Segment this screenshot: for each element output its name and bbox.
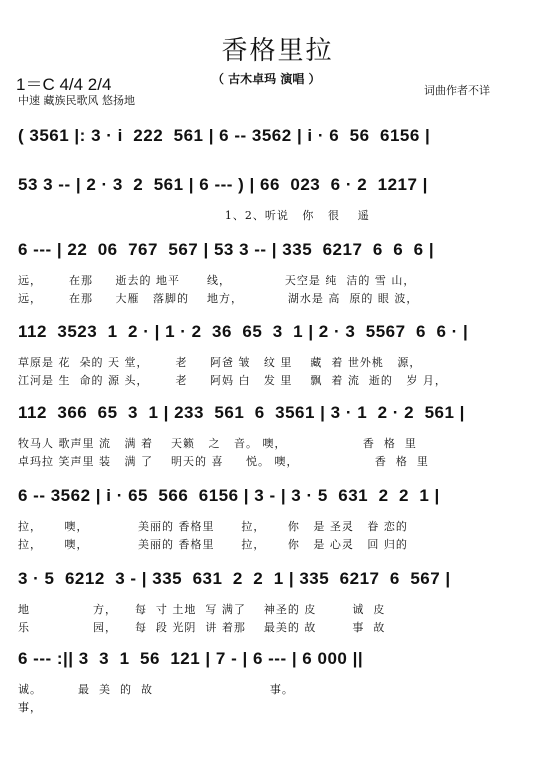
notation-line: 6 --- :|| 3 3 1 56 121 | 7 - | 6 --- | 6 000 ||	[18, 649, 364, 668]
notation-line: 112 366 65 3 1 | 233 561 6 3561 | 3 · 1 2 · 2 561 |	[18, 403, 465, 422]
notation-line: 6 --- | 22 06 767 567 | 53 3 -- | 335 6217 6 6 6 |	[18, 240, 435, 259]
tempo-marking: 中速 藏族民歌风 悠扬地	[18, 94, 135, 107]
notation-line: 53 3 -- | 2 · 3 2 561 | 6 --- ) | 66 023 6 · 2 1217 |	[18, 175, 428, 194]
lyric-line: 牧马人 歌声里 流 满 着 天籁 之 音。 噢， 香 格 里	[18, 437, 417, 450]
notation-line: ( 3561 |: 3 · i 222 561 | 6 -- 3562 | i · 6 56 6156 |	[18, 126, 431, 145]
lyric-line: 远， 在那 大雁 落脚的 地方， 湖水是 高 原的 眼 波，	[18, 292, 419, 305]
notation-line: 3 · 5 6212 3 - | 335 631 2 2 1 | 335 6217 6 567 |	[18, 569, 451, 588]
lyric-line: 地 方， 每 寸 土地 写 满了 神圣的 皮 诚 皮	[18, 603, 386, 616]
song-title: 香格里拉	[221, 36, 334, 66]
performer-credit: （ 古木卓玛 演唱 ）	[212, 72, 321, 86]
lyric-line: 草原是 花 朵的 天 堂， 老 阿爸 皱 纹 里 藏 着 世外桃 源，	[18, 356, 422, 369]
lyric-line: 卓玛拉 笑声里 装 满 了 明天的 喜 悦。 噢， 香 格 里	[18, 455, 429, 468]
lyric-line: 江河是 生 命的 源 头， 老 阿妈 白 发 里 飘 着 流 逝的 岁 月，	[18, 374, 447, 387]
lyric-line: 乐 园， 每 段 光阴 讲 着那 最美的 故 事 故	[18, 621, 386, 634]
lyric-line: 事，	[18, 701, 42, 714]
key-signature: 1＝C 4/4 2/4	[16, 75, 112, 94]
lyric-line: 远， 在那 逝去的 地平 线， 天空是 纯 洁的 雪 山，	[18, 274, 416, 287]
notation-line: 6 -- 3562 | i · 65 566 6156 | 3 - | 3 · 5 631 2 2 1 |	[18, 486, 440, 505]
lyric-line: 拉， 噢， 美丽的 香格里 拉， 你 是 心灵 回 归的	[18, 538, 408, 551]
lyric-line: 1、2、听说 你 很 遥	[18, 209, 370, 222]
lyric-line: 诚。 最 美 的 故 事。	[18, 683, 294, 696]
composer-credit: 词曲作者不详	[424, 84, 490, 97]
lyric-line: 拉， 噢， 美丽的 香格里 拉， 你 是 圣灵 眷 恋的	[18, 520, 408, 533]
notation-line: 112 3523 1 2 · | 1 · 2 36 65 3 1 | 2 · 3 5567 6 6 · |	[18, 322, 469, 341]
